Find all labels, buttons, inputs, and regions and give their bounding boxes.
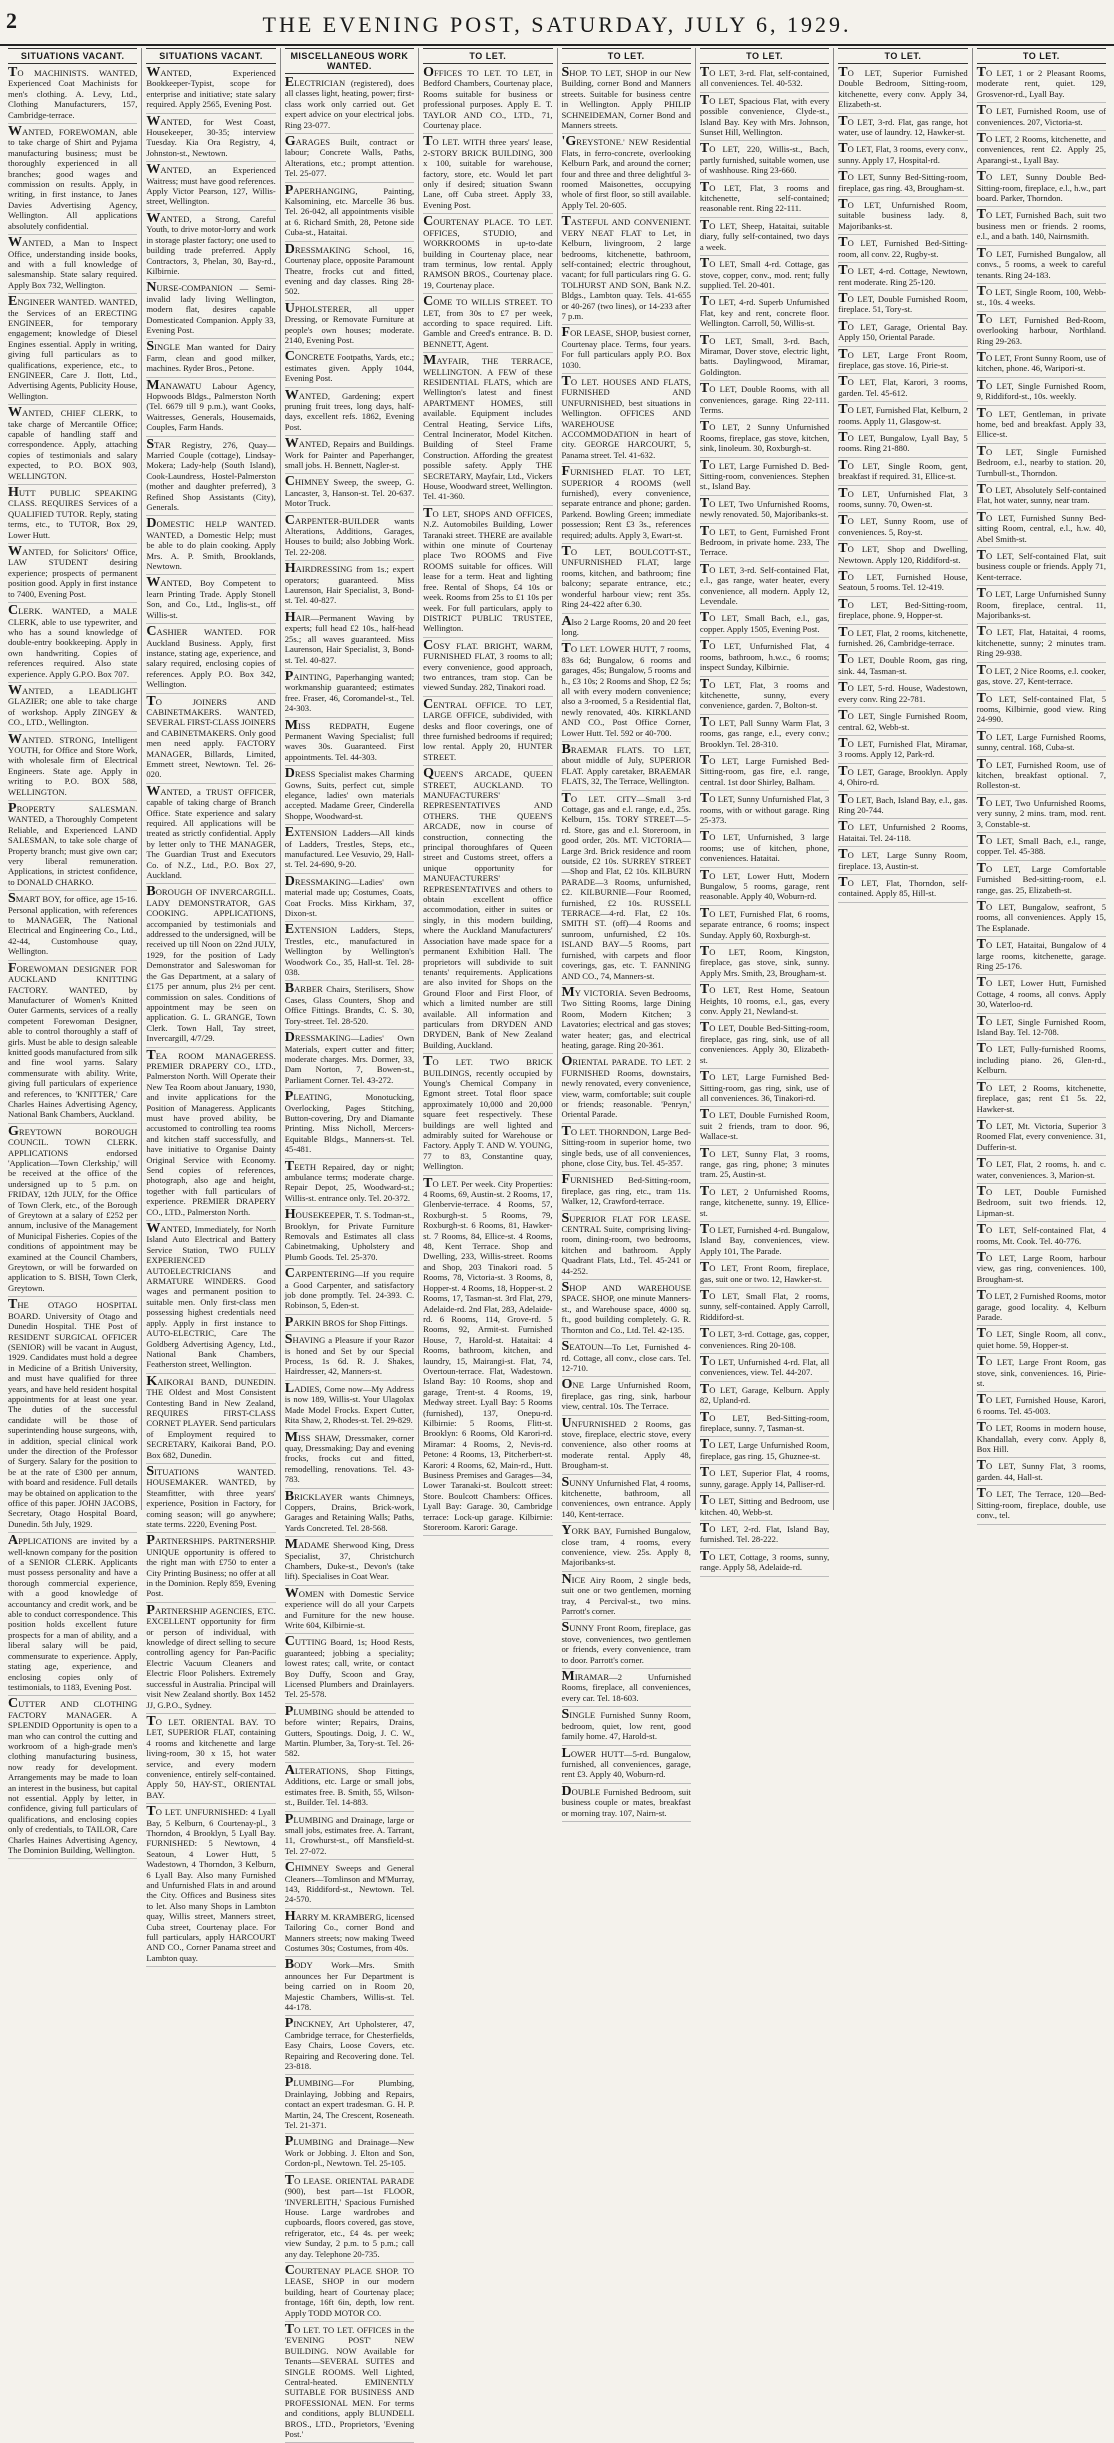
- classified-ad: TO LET, Fully-furnished Rooms, including piano. 26, Glen-rd., Kelburn.: [977, 1044, 1106, 1079]
- classified-ad: THE OTAGO HOSPITAL BOARD. University of Otago and Dunedin Hospital. THE Post of RESIDENT SURGICAL OFFICER (SENIOR) will be vacant in August, 1929. Candidates must hold a degree in Medicine of a British University, and must have qualified for three years, and have held resident hospital appointments for at least one year. The duties of the successful candidate will be those of superintending house surgeons, with, in addition, special clinical work under the direction of the Professor of Surgery. Salary for the position to be at the rate of £300 per annum, with board and residence. Full details may be obtained on application to the office of this paper. JOHN JACOBS, Secretary, Otago Hospital Board, Dunedin. 5th July, 1929.: [8, 1300, 137, 1533]
- classified-ad: TO LET, Garage, Brooklyn. Apply 4, Ohiro-rd.: [838, 767, 967, 792]
- classified-ad: TO LET, Double Rooms, with all conveniences, garage. Ring 22-111. Terms.: [700, 384, 829, 419]
- column-heading: SITUATIONS VACANT.: [8, 48, 137, 64]
- classified-ad: TO LET, Hataitai, Bungalow of 4 large rooms, kitchenette, garage. Ring 25-176.: [977, 940, 1106, 975]
- classified-ad: TO LET, Absolutely Self-contained Flat, hot water, sunny, near tram.: [977, 485, 1106, 510]
- classified-ad: TO LET, 5-rd. House, Wadestown, every conv. Ring 22-781.: [838, 683, 967, 708]
- classified-ad: TO LET, Sunny Double Bed-Sitting-room, fireplace, e.l., h.w., part board. Parker, Thorndon.: [977, 172, 1106, 207]
- classified-ad: SINGLE Furnished Sunny Room, bedroom, quiet, low rent, good family home. 47, Harold-st.: [562, 1710, 691, 1745]
- classified-ad: TO LET, Lower Hutt, Furnished Cottage, 4 rooms, all convs. Apply 30, Waterloo-rd.: [977, 978, 1106, 1013]
- classified-ad: TO LET, 2 Furnished Rooms, motor garage, good locality. 4, Kelburn Parade.: [977, 1291, 1106, 1326]
- classified-ad: UPHOLSTERER, all upper Dressing, or Removate Furniture at people's own houses; moderate. 2140, Evening Post.: [285, 304, 414, 350]
- classified-ad: TO LET, Sunny Flat, 3 rooms, garden. 44, Hall-st.: [977, 1461, 1106, 1486]
- classified-ad: TO LET, Large Comfortable Furnished Bed-sitting-room, e.l. range, gas. 25, Elizabeth-st.: [977, 864, 1106, 899]
- classified-ad: TO LET, 1 or 2 Pleasant Rooms, moderate rent, quiet. 129, Grosvenor-rd., Lyall Bay.: [977, 68, 1106, 103]
- classified-ad: TO LET, Furnished Flat, Miramar, 3 rooms. Apply 12, Park-rd.: [838, 739, 967, 764]
- classified-ad: PLUMBING and Drainage, large or small jobs, estimates free. A. Tarrant, 11, Crowhurst-st., off Mansfield-st. Tel. 27-072.: [285, 1815, 414, 1861]
- classified-ad: TO LET, Front Room, fireplace, gas, suit one or two. 12, Hawker-st.: [700, 1263, 829, 1288]
- classified-ad: TO LET, Gentleman, in private home, bed and breakfast. Apply 33, Ellice-st.: [977, 409, 1106, 444]
- classified-ad: TO LET. WITH three years' lease, 2-STORY BRICK BUILDING, 300 x 100, suitable for warehouse, factory, store, etc. Would let part only if desired; situation Swann Lane, off Cuba street. Apply 33, Evening Post.: [423, 137, 552, 214]
- classified-ad: TO LET, Rest Home, Seatoun Heights, 10 rooms, e.l., gas, every conv. Apply 21, Newland-st.: [700, 985, 829, 1020]
- classified-ad: TO LET, 2 Nice Rooms, e.l. cooker, gas, stove. 27, Kent-terrace.: [977, 666, 1106, 691]
- classified-ad: TO LET, Self-contained Flat, suit business couple or friends. Apply 71, Kent-terrace.: [977, 551, 1106, 586]
- classified-ad: COME TO WILLIS STREET. TO LET, from 30s to £7 per week, according to space required. Lift. Gamble and Creed's entrance. B. D. BENNETT, Agent.: [423, 297, 552, 353]
- classified-ad: TO LET, Self-contained Flat, 5 rooms, Kilbirnie, good view. Ring 24-990.: [977, 694, 1106, 729]
- classified-ad: HUTT PUBLIC SPEAKING CLASS. REQUIRES Services of a QUALIFIED TUTOR. Reply, stating terms, etc., to TUTOR, Box 29, Lower Hutt.: [8, 488, 137, 544]
- classified-ad: TO LET, Furnished Sunny Bed-sitting Room, central, e.l., h.w. 40, Abel Smith-st.: [977, 513, 1106, 548]
- classified-ad: TO LET, Furnished House, Karori, 6 rooms. Tel. 45-003.: [977, 1395, 1106, 1420]
- classified-ad: WANTED, Immediately, for North Island Auto Electrical and Battery Service Station, TWO FULLY EXPERIENCED AUTOELECTRICIANS and ARMATURE WINDERS. Good wages and permanent position to suitable men. Only first-class men possessing highest credentials need apply. Apply in first instance to AUTO-ELECTRIC, Care The Goldberg Advertising Agency, Ltd., National Bank Chambers, Featherston street, Wellington.: [146, 1224, 275, 1374]
- classified-ad: TO LET, Self-contained Flat, 4 rooms, Mt. Cook. Tel. 40-776.: [977, 1225, 1106, 1250]
- classified-ad: TO LET, The Terrace, 120—Bed-Sitting-room, fireplace, double, use conv., tel.: [977, 1489, 1106, 1524]
- classified-columns: [4, 48, 1110, 2440]
- classified-ad: 'GREYSTONE.' NEW Residential Flats, in ferro-concrete, overlooking Kelburn Park, and around the corner; four and three and three delightful 3-roomed Maisonettes, occupying whole of first floor, so still available. Apply Tel. 20-605.: [562, 137, 691, 214]
- classified-ad: TO LET, Unfurnished Room, suitable business lady. 8, Majoribanks-st.: [838, 200, 967, 235]
- classified-ad: TO LET. LOWER HUTT, 7 rooms, 83s 6d; Bungalow, 6 rooms and garages, 45s; Bungalow, 5 rooms and h., £3 10s; 2 Rooms and Shop, £2 5s; all with every modern convenience; also a 3-roomed, 5 a Residential flat, newly renovated, 40s. KIRKLAND AND CO., Post Office Corner, Lower Hutt. Tel. 592 or 40-700.: [562, 644, 691, 742]
- classified-ad: TO LET, Flat, 3 rooms and kitchenette, self-contained; reasonable rent. Ring 22-111.: [700, 183, 829, 218]
- classified-ad: TO LET, Single Furnished Bedroom, e.l., nearby to station. 20, Turnbull-st., Thorndon.: [977, 447, 1106, 482]
- classified-ad: TO LET, Bungalow, seafront, 5 rooms, all conveniences. Apply 15, The Esplanade.: [977, 902, 1106, 937]
- classified-ad: TO LET. ORIENTAL BAY. TO LET, SUPERIOR FLAT, containing 4 rooms and kitchenette and large living-room, 30 x 15, hot water service, and every modern convenience, entirely self-contained. Apply 50, HAY-ST., ORIENTAL BAY.: [146, 1717, 275, 1804]
- classified-ad: HARRY M. KRAMBERG, licensed Tailoring Co., corner Bond and Manners streets; now making Tweed Costumes 30s; Costumes, from 40s.: [285, 1912, 414, 1958]
- classified-ad: TEETH Repaired, day or night; ambulance terms; moderate charge. Repair Depot, 25, Woodward-st.; Willis-st. entrance only. Tel. 20-372.: [285, 1162, 414, 1208]
- classified-ad: TO LET, Furnished Room, use of conveniences. 207, Victoria-st.: [977, 106, 1106, 131]
- classified-ad: CARPENTER-BUILDER wants Alterations, Additions, Garages, Houses to build; also Jobbing Work. Tel. 22-208.: [285, 516, 414, 562]
- classified-ad: TO LET, 220, Willis-st., Bach, partly furnished, suitable women, use of washhouse. Ring 23-660.: [700, 144, 829, 179]
- classified-ad: TO LET, Shop and Dwelling, Newtown. Apply 120, Riddiford-st.: [838, 544, 967, 569]
- classified-ad: PLUMBING—For Plumbing, Drainlaying, Jobbing and Repairs, contact an expert tradesman. G. H. P. Martin, 24, The Crescent, Roseneath. Tel. 21-371.: [285, 2078, 414, 2134]
- classified-ad: TO LET, Bed-Sitting-room, fireplace, phone. 9, Hopper-st.: [838, 600, 967, 625]
- classified-ad: FURNISHED FLAT. TO LET, SUPERIOR 4 ROOMS (well furnished), every convenience, separate entrance and phone; garden. Parkend. Bowling Green; immediate possession; Rent £3 3s., references required; adults. Apply 3, Ewart-st.: [562, 467, 691, 544]
- classified-ad: TO LET, Single Room, all conv., quiet home. 59, Hopper-st.: [977, 1329, 1106, 1354]
- classified-ad: TO LET, 3-rd. Flat, self-contained, all conveniences. Tel. 40-532.: [700, 68, 829, 93]
- classified-ad: TO LET. Per week. City Properties: 4 Rooms, 69, Austin-st. 2 Rooms, 17, Glenbervie-terrace. 4 Rooms, 57, Roxburgh-st. 5 Rooms, 79, Roxburgh-st. 6 Rooms, 81, Hawker-st. 7 Rooms, 84, Ellice-st. 4 Rooms, 48, Kent Terrace. Shop and Dwelling, 233, Willis-street. Rooms and Shop, 203 Tinakori road. 5 Rooms, 78, Victoria-st. 3 Rooms, 8, Hopper-st. 4 Rooms, 18, Hopper-st. 2 Rooms, 17, Tasman-st. 3rd Flat, 279, Adelaide-rd. 2nd Flat, 283, Adelaide-rd. 6 Rooms, 114, Grove-rd. 5 Rooms, 92, Armit-st. Furnished House, 7, Harold-st. Hataitai: 4 Rooms, bathroom, kitchen, and laundry, 15, Mairangi-st. Flat, 74, Overtoun-terrace. Flat, Wadestown. Island Bay: 10 Rooms, shop and garage, Trent-st. 4 Rooms, 19, Medway street. Lyall Bay: 5 Rooms (furnished), 137, Onepu-rd. Kilbirnie: 5 Rooms, Flitt-st. Brooklyn: 6 Rooms, Old Karori-rd. Miramar: 4 Rooms, 2, Nevis-rd. Petone: 4 Rooms, 13, Pitcherbert-st. Karori: 4 Rooms, 62, Main-rd., Hutt. Business Premises and Garages—34, Lower Taranaki-st. Boulcott street: Store. Boulcott Chambers: Offices. Lyall Bay: Garage. 30, Cambridge terrace: Lock-up garage. Kilbirnie: Storeroom. Karori: Garage.: [423, 1179, 552, 1537]
- classified-ad: TO LET, Unfurnished Flat, 4 rooms, bathroom, h.w.c., 6 rooms; inspect Sunday, Kilbirnie.: [700, 641, 829, 676]
- column-heading: TO LET.: [700, 48, 829, 64]
- classified-ad: DOUBLE Furnished Bedroom, suit business couple or mates, breakfast or morning tray. 107, Nairn-st.: [562, 1787, 691, 1822]
- classified-ad: TO LET, Furnished Bach, suit two business men or friends. 2 rooms, e.l., and a bath. 140, Nairnsmith.: [977, 210, 1106, 245]
- column-heading: TO LET.: [838, 48, 967, 64]
- classified-ad: BRAEMAR FLATS. TO LET, about middle of July, SUPERIOR FLAT. Apply caretaker, BRAEMAR FLATS, 32, The Terrace, Wellington.: [562, 745, 691, 791]
- classified-ad: TO LET. UNFURNISHED: 4 Lyall Bay, 5 Kelburn, 6 Courtenay-pl., 3 Thorndon, 4 Brooklyn, 5 Lyall Bay. FURNISHED: 5 Newtown, 4 Seatoun, 4 Lower Hutt, 5 Wadestown, 4 Thorndon, 3 Kelburn, 6 Lyall Bay. Also many Furnished and Unfurnished Flats in and around the City. Offices and Business sites to let. Also many Shops in Lambton quay, Willis street, Manners street, Cuba street, Courtenay place. For full particulars, apply HARCOURT AND CO., Corner Panama street and Lambton quay.: [146, 1807, 275, 1967]
- classified-ad: HOUSEKEEPER, T. S. Todman-st., Brooklyn, for Private Furniture Removals and Estimates all class Cabinetmaking, Upholstery and Plumb Goods. Tel. 25-370.: [285, 1210, 414, 1266]
- classified-ad: TO LET, Lower Hutt, Modern Bungalow, 5 rooms, garage, rent reasonable. Apply 40, Woburn-rd.: [700, 871, 829, 906]
- classified-ad: EXTENSION Ladders, Steps, Trestles, etc., manufactured in Wellington by Wellington's Woodwork Co., 35, Hall-st. Tel. 28-038.: [285, 925, 414, 981]
- classified-ad: TO LET, Sunny Unfurnished Flat, 3 rooms, with or without garage. Ring 25-373.: [700, 794, 829, 829]
- classified-ad: TO LET, Unfurnished 4-rd. Flat, all conveniences, view. Tel. 44-207.: [700, 1357, 829, 1382]
- classified-ad: TO LET, Flat, 2 rooms, h. and c. water, conveniences. 3, Marion-st.: [977, 1159, 1106, 1184]
- classified-ad: SMART BOY, for office, age 15-16. Personal application, with references to MANAGER, The National Electrical and Engineering Co., Ltd., 42-44, Customhouse quay, Wellington.: [8, 894, 137, 960]
- classified-ad: TO LET, Double Furnished Bedroom, suit two friends. 12, Lipman-st.: [977, 1187, 1106, 1222]
- classified-ad: TO LET, Small Bach, e.l., gas, copper. Apply 1505, Evening Post.: [700, 613, 829, 638]
- classified-ad: TO LET, to Gent, Furnished Front Bedroom, in private home. 233, The Terrace.: [700, 527, 829, 562]
- classified-ad: COURTENAY PLACE SHOP. TO LEASE, SHOP in our modern building, heart of Courtenay place; frontage, 16ft 6in, depth, low rent. Apply TODD MOTOR CO.: [285, 2266, 414, 2322]
- classified-ad: TO LET, Furnished Bungalow, all convs., 5 rooms, a week to careful tenants. Ring 24-183.: [977, 249, 1106, 284]
- classified-ad: TO LET, Bach, Island Bay, e.l., gas. Ring 20-744.: [838, 795, 967, 820]
- classified-ad: TO LET, 3-rd. Self-contained Flat, e.l., gas range, water heater, every convenience, all modern. Apply 12, Levendale.: [700, 565, 829, 611]
- classified-ad: FOR LEASE, SHOP, busiest corner, Courtenay place. Terms, four years. For full particulars apply P.O. Box 1030.: [562, 328, 691, 374]
- classified-ad: SUNNY Unfurnished Flat, 4 rooms, kitchenette, bathroom, all conveniences, own entrance. Apply 140, Kent-terrace.: [562, 1478, 691, 1524]
- classified-ad: TO LET, Double Bed-Sitting-room, fireplace, gas ring, sink, use of all conveniences. Apply 30, Elizabeth-st.: [700, 1023, 829, 1069]
- classified-ad: TO LET, Spacious Flat, with every possible convenience, Clyde-st., Island Bay. Key with Mrs. Johnson, Sunset Hill, Wellington.: [700, 96, 829, 142]
- classified-ad: KAIKORAI BAND, DUNEDIN. THE Oldest and Most Consistent Contesting Band in New Zealand, REQUIRES FIRST-CLASS CORNET PLAYER. Send particulars of Employment required to SECRETARY, Kaikorai Band, P.O. Box 682, Dunedin.: [146, 1377, 275, 1464]
- classified-ad: PARTNERSHIPS. PARTNERSHIP. UNIQUE opportunity is offered to the right man with £750 to enter a City Printing Business; no offer at all in the Dominion. Reply 859, Evening Post.: [146, 1536, 275, 1602]
- classified-ad: TO LET, Front Sunny Room, use of kitchen, phone. 46, Waripori-st.: [977, 353, 1106, 378]
- classified-ad: TO LET, Double Room, gas ring, sink. 44, Tasman-st.: [838, 655, 967, 680]
- classified-ad: WOMEN with Domestic Service experience will do all your Carpets and Furniture for the new house. Write 604, Kilbirnie-st.: [285, 1589, 414, 1635]
- classified-ad: CHIMNEY Sweeps and General Cleaners—Tomlinson and M'Murray, 143, Riddiford-st., Newtown. Tel. 24-570.: [285, 1863, 414, 1909]
- classified-ad: TO LET, Furnished Flat, 6 rooms, separate entrance, 6 rooms; inspect Sunday. Apply 60, Roxburgh-st.: [700, 909, 829, 944]
- classified-ad: PARKIN BROS for Shop Fittings.: [285, 1318, 414, 1332]
- classified-ad: WANTED, a TRUST OFFICER, capable of taking charge of Branch Office. State experience and salary required. All applications will be treated as strictly confidential. Apply by letter only to THE MANAGER, The Guardian Trust and Executors Co. of N.Z., Ltd., P.O. Box 27, Auckland.: [146, 787, 275, 885]
- classified-ad: FURNISHED Bed-Sitting-room, fireplace, gas ring, etc., tram 11s. Walker, 12, Crawford-terrace.: [562, 1175, 691, 1210]
- classified-ad: CLERK. WANTED, a MALE CLERK, able to use typewriter, and who has a sound knowledge of double-entry bookkeeping. Apply in own handwriting. Copies of references required. Also state experience. Apply G.P.O. Box 707.: [8, 606, 137, 683]
- classified-ad: SHAVING a Pleasure if your Razor is honed and Set by our Special Process, 1s 6d. R. J. Shakes, Hairdresser, 42, Manners-st.: [285, 1335, 414, 1381]
- classified-ad: ONE Large Unfurnished Room, fireplace, gas ring, sink, harbour view, central. 10s. The Terrace.: [562, 1380, 691, 1415]
- classified-ad: DRESSMAKING—Ladies' own material made up; Costumes, Coats, Coat Frocks. Miss Kirkham, 37, Dixon-st.: [285, 877, 414, 923]
- classified-ad: PLUMBING should be attended to before winter; Repairs, Drains, Gutters, Spoutings. Doig, J. C. W., Martin. Plumber, 3a, Tory-st. Tel. 26-582.: [285, 1707, 414, 1763]
- classified-ad: TO LET, Small, 3-rd. Bach, Miramar, Dover stove, electric light, batts. Daylingwood, Miramar, Goldington.: [700, 336, 829, 382]
- classified-ad: WANTED, Boy Competent to learn Printing Trade. Apply Stonell Son, and Co., Ltd., Inglis-st., off Willis-st.: [146, 578, 275, 624]
- classified-ad: TO LET, Large Unfurnished Sunny Room, fireplace, central. 11, Majoribanks-st.: [977, 589, 1106, 624]
- classified-ad: TO LET, Flat, 2 rooms, kitchenette, furnished. 26, Cambridge-terrace.: [838, 628, 967, 653]
- classified-ad: TO LET, 3-rd. Cottage, gas, copper, conveniences. Ring 20-108.: [700, 1329, 829, 1354]
- classified-ad: TO LET, 3-rd. Flat, gas range, hot water, use of laundry. 12, Hawker-st.: [838, 117, 967, 142]
- classified-ad: SITUATIONS WANTED. HOUSEMAKER. WANTED, by Steamfitter, with three years' experience, Position in Factory, for coming season; will go anywhere; state terms. 2220, Evening Post.: [146, 1467, 275, 1533]
- classified-ad: PROPERTY SALESMAN. WANTED, a Thoroughly Competent Reliable, and Experienced LAND SALESMAN, to take sole charge of Property branch; must give own car; very liberal remuneration. Applications, in strictest confidence, to DONALD CHARKO.: [8, 804, 137, 891]
- classified-ad: WANTED, a LEADLIGHT GLAZIER; one able to take charge of workshop. Apply ZINGEY & CO., LTD., Wellington.: [8, 686, 137, 732]
- page-number: 2: [6, 8, 17, 33]
- classified-ad: TO LET, Garage, Oriental Bay. Apply 150, Oriental Parade.: [838, 322, 967, 347]
- classified-ad: TO LET, Single Furnished Room, Island Bay. Tel. 12-708.: [977, 1017, 1106, 1042]
- column-7: [834, 48, 972, 1510]
- classified-ad: NICE Airy Room, 2 single beds, suit one or two gentlemen, morning tray, 4 Percival-st., two mins. Parrott's corner.: [562, 1575, 691, 1621]
- classified-ad: WANTED, Repairs and Buildings. Work for Painter and Paperhanger, small jobs. H. Bennett, Nagler-st.: [285, 439, 414, 474]
- classified-ad: TO LET, Flat, 3 rooms, every conv., sunny. Apply 17, Hospital-rd.: [838, 144, 967, 169]
- classified-ad: TO LET. HOUSES AND FLATS, FURNISHED AND UNFURNISHED, best situations in Wellington. OFFICES AND WAREHOUSE ACCOMMODATION in heart of city. GEORGE HARCOURT, 5, Panama street. Tel. 41-632.: [562, 377, 691, 464]
- classified-ad: STAR Registry, 276, Quay—Married Couple (cottage), Lindsay-Mokera; Lady-help (South Island), Cook-Laundress, Hostel-Palmerston (mother and daughter preferred), 3 Refined Shop Assistants (City), Generals.: [146, 440, 275, 517]
- masthead: [0, 0, 1114, 46]
- classified-ad: TO LET, Furnished Flat, Kelburn, 2 rooms. Apply 11, Glasgow-st.: [838, 405, 967, 430]
- classified-ad: APPLICATIONS are invited by a well-known company for the position of a SENIOR CLERK. Applicants must possess personality and have a thorough commercial experience, with a good knowledge of accountancy and credit work, and be able to conduct correspondence. This position holds excellent future prospects for a man of ability, and a liberal salary will be paid, commensurate to experience. Apply, stating age, experience, and enclosing copies only of testimonials, to 1183, Evening Post.: [8, 1536, 137, 1696]
- classified-ad: TO LET, Large Room, harbour view, gas ring, conveniences. 100, Brougham-st.: [977, 1253, 1106, 1288]
- classified-ad: TO LET, Bed-Sitting-room, fireplace, sunny. 7, Tasman-st.: [700, 1413, 829, 1438]
- classified-ad: TO LET, Single Room, gent, breakfast if required. 31, Ellice-st.: [838, 461, 967, 486]
- classified-ad: TO LET, Small Bach, e.l., range, copper. Tel. 45-388.: [977, 836, 1106, 861]
- classified-ad: TO LET, Double Furnished Room, suit 2 friends, tram to door. 96, Wallace-st.: [700, 1110, 829, 1145]
- classified-ad: GREYTOWN BOROUGH COUNCIL. TOWN CLERK. APPLICATIONS endorsed 'Application—Town Clerkship,' will be received at the office of the undersigned up to 5 p.m. on FRIDAY, 12th JULY, for the Office of Town Clerk, etc., of the Borough of Greytown at a salary of £252 per annum, inclusive of the Management of Municipal Fisheries. Copies of the conditions of appointment may be examined at the Council Chambers, Greytown, or will be forwarded on application to S. BISH, Town Clerk, Greytown.: [8, 1127, 137, 1298]
- classified-ad: TO LET, 2 Rooms, kitchenette, fireplace, gas; rent £1 5s. 22, Hawker-st.: [977, 1083, 1106, 1118]
- classified-ad: TO LET, 2 Sunny Unfurnished Rooms, fireplace, gas stove, kitchen, sink, linoleum. 30, Roxburgh-st.: [700, 422, 829, 457]
- classified-ad: TO LET, Unfurnished, 3 large rooms; use of kitchen, phone, conveniences. Hataitai.: [700, 832, 829, 867]
- classified-ad: TO LET. TO LET. OFFICES in the 'EVENING POST' NEW BUILDING. NOW Available for Tenants—SEVERAL SUITES and SINGLE ROOMS. Well Lighted, Central-heated. EMINENTLY SUITABLE FOR BUSINESS AND PROFESSIONAL MEN. For terms and conditions, apply BLUNDELL BROS., LTD., Proprietors, 'Evening Post.': [285, 2325, 414, 2443]
- column-5: [558, 48, 696, 1818]
- classified-ad: TO LET, Superior Furnished Double Bedroom, Sitting-room, kitchenette, every conv. Apply 34, Elizabeth-st.: [838, 68, 967, 114]
- classified-ad: TO LET, Sitting and Bedroom, use kitchen. 40, Webb-st.: [700, 1496, 829, 1521]
- classified-ad: TO JOINERS AND CABINETMAKERS. WANTED, SEVERAL FIRST-CLASS JOINERS and CABINETMAKERS. Only good men need apply. FACTORY MANAGER, Billards, Limited, Emmett street, Newtown. Tel. 26-020.: [146, 697, 275, 784]
- column-heading: TO LET.: [423, 48, 552, 64]
- classified-ad: TO LET, 2-rd. Flat, Island Bay, furnished. Tel. 28-222.: [700, 1524, 829, 1549]
- column-heading: SITUATIONS VACANT.: [146, 48, 275, 64]
- classified-ad: ELECTRICIAN (registered), does all classes light, heating, power; first-class work only carried out. Get expert advice on your electrical jobs. Ring 23-077.: [285, 78, 414, 134]
- classified-ad: YORK BAY, Furnished Bungalow, close tram, 4 rooms, every convenience, view. 25s. Apply 8, Majoribanks-st.: [562, 1526, 691, 1572]
- classified-ad: TO LET, Sunny Room, use of conveniences. 5, Roy-st.: [838, 516, 967, 541]
- classified-ad: ENGINEER WANTED. WANTED, the Services of an ERECTING ENGINEER, for temporary engagement; knowledge of Diesel Engines essential. Apply in writing, giving full particulars as to qualifications, experience, etc., to ENGINEER, Care J. Ilott, Ltd., Advertising Agents, Publicity House, Wellington.: [8, 297, 137, 405]
- classified-ad: MY VICTORIA. Seven Bedrooms, Two Sitting Rooms, large Dining Room, Modern Kitchen; 3 Lavatories; electrical and gas stoves; water heater; gas, and electrical heating, garage. Ring 20-361.: [562, 988, 691, 1054]
- classified-ad: TO LET. THORNDON, Large Bed-Sitting-room in superior home, two single beds, use of all conveniences, phone, close City, bus. Tel. 45-357.: [562, 1127, 691, 1173]
- classified-ad: TO LET, Large Front Room, fireplace, gas stove. 16, Pirie-st.: [838, 350, 967, 375]
- classified-ad: PARTNERSHIP AGENCIES, ETC. EXCELLENT opportunity for firm or person of individual, with knowledge of direct selling to secure controlling agency for Pan-Pacific Electric Vacuum Cleaners and Electric Floor Polishers. Extremely successful in Australia. Principal will visit New Zealand shortly. Box 1452 JJ, G.P.O., Sydney.: [146, 1606, 275, 1714]
- classified-ad: HAIRDRESSING from 1s.; expert operators; guaranteed. Miss Laurenson, Hair Specialist, 3, Bond-st. Tel. 40-827.: [285, 564, 414, 610]
- classified-ad: TO LET, Rooms in modern house, Khandallah, every conv. Apply 8, Box Hill.: [977, 1423, 1106, 1458]
- classified-ad: TO LET, Sunny Flat, 3 rooms, range, gas ring, phone; 3 minutes tram. 25, Austin-st.: [700, 1149, 829, 1184]
- classified-ad: TO LET, Flat, Karori, 3 rooms, garden. Tel. 45-612.: [838, 377, 967, 402]
- classified-ad: EXTENSION Ladders—All kinds of Ladders, Trestles, Steps, etc., manufactured. Lee Vesuvio, 29, Hall-st. Tel. 24-690, 9-20.: [285, 828, 414, 874]
- classified-ad: PAINTING, Paperhanging wanted; workmanship guaranteed; estimates free. Fraser, 46, Coromandel-st., Tel. 24-303.: [285, 672, 414, 718]
- column-6: [696, 48, 834, 1573]
- classified-ad: BARBER Chairs, Sterilisers, Show Cases, Glass Counters, Shop and Office Fittings. Brandts, C. S. 30, Tory-street. Tel. 28-520.: [285, 984, 414, 1030]
- classified-ad: PINCKNEY, Art Upholsterer, 47, Cambridge terrace, for Chesterfields, Easy Chairs, Loose Covers, etc. Repairing and Recovering done. Tel. 23-818.: [285, 2019, 414, 2075]
- classified-ad: TO MACHINISTS. WANTED, Experienced Coat Machinists for men's clothing. A. Levy, Ltd., Clothing Manufacturers, 157, Cambridge-terrace.: [8, 68, 137, 124]
- classified-ad: SHOP. TO LET, SHOP in our New Building, corner Bond and Manners streets. Suitable for business centre in Wellington. Apply PHILIP SCHNEIDEMAN, Corner Bond and Manners streets.: [562, 68, 691, 134]
- classified-ad: TO LET. CITY—Small 3-rd Cottage, gas and e.l. range, e.d., 25s. Kelburn, 15s. TORY STREET—5-rd. Store, gas and e.l. Storeroom, in good order, 20s. MT. VICTORIA—Large 3rd. Brick residence and room outside, £2 10s. SURREY STREET—Shop and Flat, £2 10s. KILBURN PARADE—3 Rooms, unfurnished, £2. KILBURNIE—Four Roomed, furnished, £2 10s. RUSSELL TERRACE—4-rd. Flat, £2 10s. SMITH ST. (off)—4 Rooms and sunroom, unfurnished, £2 10s. ISLAND BAY—5 Rooms, part furnished, with carpets and floor coverings, gas, etc. T. FANNING AND CO., 74, Manners-st.: [562, 794, 691, 985]
- column-heading: TO LET.: [977, 48, 1106, 64]
- classified-ad: TO LEASE. ORIENTAL PARADE (900), best part—1st FLOOR, 'INVERLEITH,' Spacious Furnished House. Large wardrobes and cupboards, floors covered, gas stove, refrigerator, etc., £4 4s. per week; view Sunday, 2 p.m. to 5 p.m.; call any day. Telephone 20-735.: [285, 2176, 414, 2263]
- classified-ad: SINGLE Man wanted for Dairy Farm, clean and good milker, machines. Ryder Bros., Petone.: [146, 342, 275, 377]
- classified-ad: TO LET, Cottage, 3 rooms, sunny, range. Apply 58, Adelaide-rd.: [700, 1552, 829, 1577]
- classified-ad: TO LET, Furnished Room, use of kitchen, breakfast optional. 7, Rolleston-st.: [977, 760, 1106, 795]
- classified-ad: WANTED, CHIEF CLERK, to take charge of Mercantile Office; capable of handling staff and correspondence. Apply, attaching copies of testimonials and salary expected, to P.O. BOX 903, WELLINGTON.: [8, 408, 137, 485]
- classified-ad: TO LET, Furnished Bed-Sitting-room, all conv. 22, Rugby-st.: [838, 238, 967, 263]
- classified-ad: TO LET, 2 Rooms, kitchenette, and conveniences, rent £2. Apply 25, Aparangi-st., Lyall Bay.: [977, 134, 1106, 169]
- classified-ad: WANTED, Experienced Bookkeeper-Typist, scope for enterprise and initiative; state salary required. Apply 2565, Evening Post.: [146, 68, 275, 114]
- classified-ad: TO LET, Small 4-rd. Cottage, gas stove, copper, conv., mod. rent; fully supplied. Tel. 20-401.: [700, 259, 829, 294]
- classified-ad: LOWER HUTT—5-rd. Bungalow, furnished, all conveniences, garage, rent £3. Apply 40, Woburn-rd.: [562, 1749, 691, 1784]
- classified-ad: TO LET, Unfurnished Flat, 3 rooms, sunny. 70, Owen-st.: [838, 489, 967, 514]
- classified-ad: MIRAMAR—2 Unfurnished Rooms, fireplace, all conveniences, every car. Tel. 18-603.: [562, 1672, 691, 1707]
- classified-ad: SUNNY Front Room, fireplace, gas stove, conveniences, two gentlemen or friends, every convenience, tram to door. Parrott's corner.: [562, 1623, 691, 1669]
- classified-ad: TASTEFUL AND CONVENIENT. VERY NEAT FLAT to Let, in Kelburn, livingroom, 2 large bedrooms, kitchenette, bathroom, self-contained; electric throughout, vacant; for full particulars ring G. G. TOLHURST AND SON, Bank N.Z. Bldgs., Lambton quay. Tels. 41-655 or 40-267 (two lines), or 14-233 after 7 p.m.: [562, 217, 691, 325]
- classified-ad: WANTED, an Experienced Waitress; must have good references. Apply Victor Pearson, 127, Willis-street, Wellington.: [146, 165, 275, 211]
- classified-ad: DOMESTIC HELP WANTED. WANTED, a Domestic Help; must be able to do plain cooking. Apply Mrs. A. P. Smith, Brooklands, Newtown.: [146, 519, 275, 575]
- classified-ad: TO LET, Large Furnished Bed-Sitting-room, gas ring, sink, use of all conveniences. 36, Tinakori-rd.: [700, 1072, 829, 1107]
- classified-ad: WANTED, a Man to Inspect Office, understanding inside books, and with a full knowledge of salesmanship. State salary required. Apply Box 732, Wellington.: [8, 238, 137, 294]
- classified-ad: WANTED. STRONG, Intelligent YOUTH, for Office and Store Work, with wholesale firm of Electrical Engineers. State age. Apply in writing to P.O. BOX 588, WELLINGTON.: [8, 735, 137, 801]
- classified-ad: LADIES, Come now—My Address is now 189, Willis-st. Your Ulagolax Made Model Frocks. Expert Cutter, Rita Shaw, 2, Rhodes-st. Tel. 29-829.: [285, 1384, 414, 1430]
- classified-ad: MAYFAIR, THE TERRACE, WELLINGTON. A FEW of these RESIDENTIAL FLATS, which are Wellington's latest and finest APARTMENT HOMES, still available. Equipment includes Central Heating, Service Lifts, Central Incinerator, Model Kitchen. Building of Steel Frame Construction. Affording the greatest possible safety. Apply THE SECRETARY, Mayfair, Ltd., Vickers House, Woodward street, Wellington. Tel. 41-360.: [423, 356, 552, 506]
- classified-ad: TO LET, Furnished House, Seatoun, 5 rooms. Tel. 12-419.: [838, 572, 967, 597]
- classified-ad: SHOP AND WAREHOUSE SPACE. SHOP, one minute Manners-st., and Warehouse space, 4000 sq. ft., good building completely. G. R. Thornton and Co., Ltd. Tel. 42-135.: [562, 1283, 691, 1339]
- classified-ad: TO LET, Two Unfurnished Rooms, very sunny, 2 mins. tram, mod. rent. 3, Constable-st.: [977, 798, 1106, 833]
- classified-ad: TO LET, Flat, Hataitai, 4 rooms, kitchenette, sunny; 2 minutes tram. Ring 29-938.: [977, 627, 1106, 662]
- classified-ad: TO LET, Two Unfurnished Rooms, newly renovated. 50, Majoribanks-st.: [700, 499, 829, 524]
- classified-ad: TO LET, Large Sunny Room, fireplace. 13, Austin-st.: [838, 850, 967, 875]
- classified-ad: COURTENAY PLACE. TO LET. OFFICES, STUDIO, and WORKROOMS in up-to-date building in Courtenay place, near tram terminus, low rental. Apply RAMSON BROS., Courtenay place. 19, Courtenay place.: [423, 217, 552, 294]
- column-8: [973, 48, 1110, 1521]
- classified-ad: TO LET, Flat, Thorndon, self-contained. Apply 85, Hill-st.: [838, 878, 967, 903]
- classified-ad: TO LET, Bungalow, Lyall Bay, 5 rooms. Ring 21-880.: [838, 433, 967, 458]
- classified-ad: NURSE-COMPANION — Semi-invalid lady living Wellington, modern flat, desires capable Domesticated Companion. Apply 33, Evening Post.: [146, 283, 275, 339]
- classified-ad: CHIMNEY Sweep, the sweep, G. Lancaster, 3, Hanson-st. Tel. 20-637. Motor Truck.: [285, 477, 414, 512]
- classified-ad: TO LET, Furnished Bed-Room, overlooking harbour, Northland. Ring 29-263.: [977, 315, 1106, 350]
- classified-ad: TO LET, 2 Unfurnished Rooms, range, kitchenette, sunny. 19, Ellice-st.: [700, 1187, 829, 1222]
- classified-ad: MADAME Sherwood King, Dress Specialist, 37, Christchurch Chambers, Duke-st., Devon's (take lift). Specialises in Coat Wear.: [285, 1540, 414, 1586]
- classified-ad: TO LET, Large Front Room, gas stove, sink, conveniences. 16, Pirie-st.: [977, 1357, 1106, 1392]
- classified-ad: TO LET, Pall Sunny Warm Flat, 3 rooms, gas range, e.l., every conv.; Brooklyn. Tel. 28-310.: [700, 718, 829, 753]
- classified-ad: TO LET, Unfurnished 2 Rooms, Hataitai. Tel. 24-118.: [838, 822, 967, 847]
- column-heading: MISCELLANEOUS WORK WANTED.: [285, 48, 414, 74]
- classified-ad: MANAWATU Labour Agency, Hopwoods Bldgs., Palmerston North (Tel. 6679 till 9 p.m.), want Cooks, Waitresses, Generals, Housemaids, Couples, Farm Hands.: [146, 381, 275, 437]
- classified-ad: TO LET, Mt. Victoria, Superior 3 Roomed Flat, every convenience. 31, Dufferin-st.: [977, 1121, 1106, 1156]
- classified-ad: ORIENTAL PARADE. TO LET. 2 FURNISHED Rooms, downstairs, newly renovated, every convenience, view, warm, comfortable; suit couple or friends; reasonable. 'Penryn,' Oriental Parade.: [562, 1057, 691, 1123]
- classified-ad: TO LET. TWO BRICK BUILDINGS, recently occupied by Young's Chemical Company in Egmont street. Total floor space approximately 10,000 and 20,000 square feet respectively. These buildings are well lighted and admirably suited for Warehouse or Factory. Apply T. AND W. YOUNG, 77 to 83, Constantine quay, Wellington.: [423, 1057, 552, 1175]
- classified-ad: QUEEN'S ARCADE, QUEEN STREET, AUCKLAND. TO MANUFACTURERS' REPRESENTATIVES AND OTHERS. THE QUEEN'S ARCADE, now in course of construction, connecting the principal thoroughfares of Queen street and Customs street, offers a unique opportunity for MANUFACTURERS' REPRESENTATIVES and others to obtain excellent office accommodation, either in suites or singly, in this modern building, where the Auckland Manufacturers' Association have made space for a permanent Exhibition Hall. The proprietors will subdivide to suit tenants' requirements. Applications are also invited for Shops on the Ground Floor and First Floor, of which a limited number are still available. All information and particulars from DRYDEN AND DRYDEN, Bank of New Zealand Building, Auckland.: [423, 769, 552, 1054]
- classified-ad: WANTED, for West Coast, Housekeeper, 30-35; interview Tuesday. Kia Ora Registry, 4, Johnston-st., Newtown.: [146, 117, 275, 163]
- classified-ad: MISS REDPATH, Eugene Permanent Waving Specialist; full waves 30s. Guaranteed. First appointments. Tel. 44-303.: [285, 721, 414, 767]
- classified-ad: PLEATING, Monotucking, Overlocking, Pages Stitching, Button-covering, Dry and Diamante Printing. Miss Nicholl, Mercers-Equitable Bldgs., Manners-st. Tel. 45-481.: [285, 1092, 414, 1158]
- classified-ad: ALTERATIONS, Shop Fittings, Additions, etc. Large or small jobs, estimates free. B. Smith, 55, Wilson-st., Builder. Tel. 14-883.: [285, 1766, 414, 1812]
- classified-ad: TO LET, Flat, 3 rooms and kitchenette, sunny, every convenience, garden. 7, Bolton-st.: [700, 680, 829, 715]
- classified-ad: TEA ROOM MANAGERESS. PREMIER DRAPERY CO., LTD., Palmerston North. Will Operate their New Tea Room about January, 1930, and invite applications for the Position of Manageress. Applicants must have proved ability, be accustomed to controlling tea rooms and kitchen staff successfully, and have initiative to Organise Dainty Original Service with Economy. Send copies of references, photograph, also age and height, together with full particulars of experience. PREMIER DRAPERY CO., LTD., Palmerston North.: [146, 1051, 275, 1222]
- classified-ad: TO LET, Single Furnished Room, central. 62, Webb-st.: [838, 711, 967, 736]
- column-heading: TO LET.: [562, 48, 691, 64]
- classified-ad: Also 2 Large Rooms, 20 and 20 feet long.: [562, 617, 691, 642]
- classified-ad: TO LET, Sunny Bed-Sitting-room, fireplace, gas ring. 43, Brougham-st.: [838, 172, 967, 197]
- column-4: [419, 48, 557, 1533]
- classified-ad: OFFICES TO LET. TO LET, in Bedford Chambers, Courtenay place, Rooms suitable for business or professional purposes. Apply E. T. TAYLOR AND CO., LTD., 71, Courtenay place.: [423, 68, 552, 134]
- classified-ad: CARPENTERING—If you require a Good Carpenter, and satisfactory job done promptly. Tel. 24-393. C. Robinson, 5, Eden-st.: [285, 1269, 414, 1315]
- classified-ad: TO LET, 4-rd. Superb Unfurnished Flat, key and rent, concrete floor. Wellington. Carroll, 50, Willis-st.: [700, 297, 829, 332]
- classified-ad: WANTED, for Solicitors' Office, LAW STUDENT desiring experience; prospects of permanent position good. Apply in first instance to 7400, Evening Post.: [8, 547, 137, 603]
- classified-ad: TO LET, BOULCOTT-ST., UNFURNISHED FLAT, large rooms, kitchen, and bathroom; fine balcony; separate entrance, etc.; wonderful harbour view; rent 35s. Ring 24-422 after 6.30.: [562, 547, 691, 613]
- classified-ad: MISS SHAW, Dressmaker, corner quay, Dressmaking; Day and evening frocks, frocks cut and fitted, remodelling, renovations. Tel. 43-783.: [285, 1433, 414, 1489]
- classified-ad: PAPERHANGING, Painting, Kalsomining, etc. Marcelle 36 bus. Tel. 26-042, all appointments visible at 6. Richard Smith, 28, Petone side Cuba-st., Hataitai.: [285, 186, 414, 242]
- classified-ad: DRESS Specialist makes Charming Gowns, Suits, perfect cut, simple elegance, ladies' own materials accepted. Madame Greer, Cinderella Shoppe, Woodward-st.: [285, 769, 414, 825]
- classified-ad: TO LET, Single Furnished Room, 9, Riddiford-st., 10s. weekly.: [977, 381, 1106, 406]
- classified-ad: TO LET, Large Unfurnished Room, fireplace, gas ring. 15, Ghuznee-st.: [700, 1440, 829, 1465]
- classified-ad: TO LET, Furnished 4-rd. Bungalow, Island Bay, conveniences, view. Apply 101, The Parade.: [700, 1225, 829, 1260]
- column-1: [4, 48, 142, 1855]
- classified-ad: DRESSMAKING School, 16, Courtenay place, opposite Paramount Theatre, frocks cut and fitted, evening and day classes. Ring 28-502.: [285, 245, 414, 301]
- classified-ad: BRICKLAYER wants Chimneys, Coppers, Drains, Brick-work, Garages and Retaining Walls; Paths, Yards Concreted. Tel. 28-568.: [285, 1492, 414, 1538]
- classified-ad: WANTED, a Strong, Careful Youth, to drive motor-lorry and work in storage plaster factory; one used to building trade preferred. Apply Contractors, 3, Phelan, 30, Bay-rd., Kilbirnie.: [146, 214, 275, 280]
- classified-ad: SUPERIOR FLAT FOR LEASE. CENTRAL Suite, comprising living-room, dining-room, two bedrooms, kitchen and bathroom. Apply Quadrant Flats, Ltd., Tel. 45-241 or 44-252.: [562, 1214, 691, 1280]
- classified-ad: TO LET, Sheep, Hataitai, suitable diary, fully self-contained, two days a week.: [700, 221, 829, 256]
- classified-ad: TO LET, Garage, Kelburn. Apply 82, Upland-rd.: [700, 1385, 829, 1410]
- classified-ad: TO LET, SHOPS AND OFFICES, N.Z. Automobiles Building, Lower Taranaki street. THERE are available within one minute of Courtenay place Two ROOMS and Five ROOMS suitable for offices. Will lease for a term. Heat and lighting free. Rental of Shops, £4 10s or week. Rooms from 25s to £1 10s per week. For full particulars, apply to DISTRICT PUBLIC TRUSTEE, Wellington.: [423, 509, 552, 638]
- classified-ad: BOROUGH OF INVERCARGILL. LADY DEMONSTRATOR, GAS COOKING. APPLICATIONS, accompanied by testimonials and addressed to the undersigned, will be received up till Noon on 22nd JULY, 1929, for the position of Lady Demonstrator and Saleswoman for the Gas Department, at a salary of £175 per annum, plus 2½ per cent. commission on sales. Conditions of appointment may be seen on application. G. L. GRANGE, Town Clerk. Town Hall, Tay street, Invercargill, 4/7/29.: [146, 887, 275, 1047]
- column-2: [142, 48, 280, 1963]
- classified-ad: CASHIER WANTED. FOR Auckland Business. Apply, first instance, stating age, experience, and salary required, enclosing copies of references. Apply P.O. Box 342, Wellington.: [146, 627, 275, 693]
- classified-ad: TO LET, Large Furnished Bed-Sitting-room, gas fire, e.l. range, central. 1st door Shirley, Balham.: [700, 756, 829, 791]
- classified-ad: TO LET, Single Room, 100, Webb-st., 10s. 4 weeks.: [977, 287, 1106, 312]
- classified-ad: TO LET, Large Furnished D. Bed-Sitting-room, conveniences. Stephen st., Island Bay.: [700, 461, 829, 496]
- classified-ad: TO LET, Small Flat, 2 rooms, sunny, self-contained. Apply Carroll, Riddiford-st.: [700, 1291, 829, 1326]
- classified-ad: PLUMBING and Drainage—New Work or Jobbing. J. Elton and Son, Cordon-pl., Newtown. Tel. 25-105.: [285, 2137, 414, 2172]
- classified-ad: TO LET, Superior Flat, 4 rooms, sunny, garage. Apply 14, Palliser-rd.: [700, 1468, 829, 1493]
- newspaper-title: THE EVENING POST, SATURDAY, JULY 6, 1929.: [262, 12, 852, 37]
- classified-ad: DRESSMAKING—Ladies' Own Materials, expert cutter and fitter; moderate charges. Mrs. Dormer, 33, Dam Norton, 7, Bowen-st., Parliament Corner. Tel. 43-272.: [285, 1033, 414, 1089]
- classified-ad: SEATOUN—To Let, Furnished 4-rd. Cottage, all conv., close cars. Tel. 12-710.: [562, 1342, 691, 1377]
- classified-ad: FOREWOMAN DESIGNER FOR AUCKLAND KNITTING FACTORY. WANTED, by Manufacturer of Women's Knitted Outer Garments, services of a really competent Forewoman Designer, able to control thoroughly a staff of girls. Must be able to design saleable knitted goods manufactured from silk and fine wool yarns. Salary commensurate with ability. Write, giving full particulars of experience and references, to 'KNITTER,' Care Charles Haines Advertising Agency, National Bank Chambers, Auckland.: [8, 964, 137, 1124]
- classified-ad: TO LET, Double Furnished Room, fireplace. 51, Tory-st.: [838, 294, 967, 319]
- classified-ad: CUTTER AND CLOTHING FACTORY MANAGER. A SPLENDID Opportunity is open to a man who can control the cutting and workroom of a high-grade men's clothing manufacturing business, now ready for development. Arrangements may be made to loan an interest in the business, but capital not essential. Apply by letter, in confidence, giving full particulars of qualifications, and enclosing copies only of credentials, to TAILOR, Care Charles Haines Advertising Agency, The Dominion Building, Wellington.: [8, 1699, 137, 1859]
- classified-ad: UNFURNISHED 2 Rooms, gas stove, fireplace, electric stove, every convenience, also other rooms at moderate rental. Apply 48, Brougham-st.: [562, 1419, 691, 1475]
- classified-ad: COSY FLAT. BRIGHT, WARM, FURNISHED FLAT, 3 rooms to all; every convenience, good approach, two entrances, tram stop. Can be viewed Sunday. 282, Tinakori road.: [423, 641, 552, 697]
- classified-ad: CUTTING Board, 1s; Hood Rests, guaranteed; jobbing a speciality; lowest rates; call, write, or contact Boy Duffy, Scoon and Gray, Licensed Plumbers and Drainlayers. Tel. 25-578.: [285, 1637, 414, 1703]
- column-3: [281, 48, 419, 2440]
- classified-ad: TO LET, 4-rd. Cottage, Newtown, rent moderate. Ring 25-120.: [838, 266, 967, 291]
- classified-ad: WANTED, FOREWOMAN, able to take charge of Shirt and Pyjama manufacturing business; must be thoroughly experienced in all branches; good wages and commission on results. Apply, in writing, in first instance, to Janes Davies Advertising Agency, Wellington. All applications absolutely confidential.: [8, 127, 137, 235]
- classified-ad: CENTRAL OFFICE. TO LET, LARGE OFFICE, subdivided, with desks and floor coverings, one of three furnished bedrooms if required; low rental. Apply 20, HUNTER STREET.: [423, 700, 552, 766]
- classified-ad: WANTED, Gardening; expert pruning fruit trees, long days, half-days, excellent refs. 1862, Evening Post.: [285, 391, 414, 437]
- classified-ad: HAIR—Permanent Waving by experts; full head £2 10s., half-head 25s.; all waves guaranteed. Miss Laurenson, Hair Specialist, 3, Bond-st. Tel. 40-827.: [285, 613, 414, 669]
- classified-ad: TO LET, Large Furnished Rooms, sunny, central. 168, Cuba-st.: [977, 732, 1106, 757]
- classified-ad: CONCRETE Footpaths, Yards, etc.; estimates given. Apply 1044, Evening Post.: [285, 352, 414, 387]
- classified-ad: TO LET, Room, Kingston, fireplace, gas stove, sink, sunny. Apply Mrs. Smith, 23, Brougham-st.: [700, 947, 829, 982]
- classified-ad: BODY Work—Mrs. Smith announces her Fur Department is being carried on in Room 20, Majestic Chambers, Willis-st. Tel. 44-178.: [285, 1960, 414, 2016]
- classified-ad: GARAGES Built, contract or labour; Concrete Walls, Paths, Alterations, etc.; prompt attention. Tel. 25-077.: [285, 137, 414, 183]
